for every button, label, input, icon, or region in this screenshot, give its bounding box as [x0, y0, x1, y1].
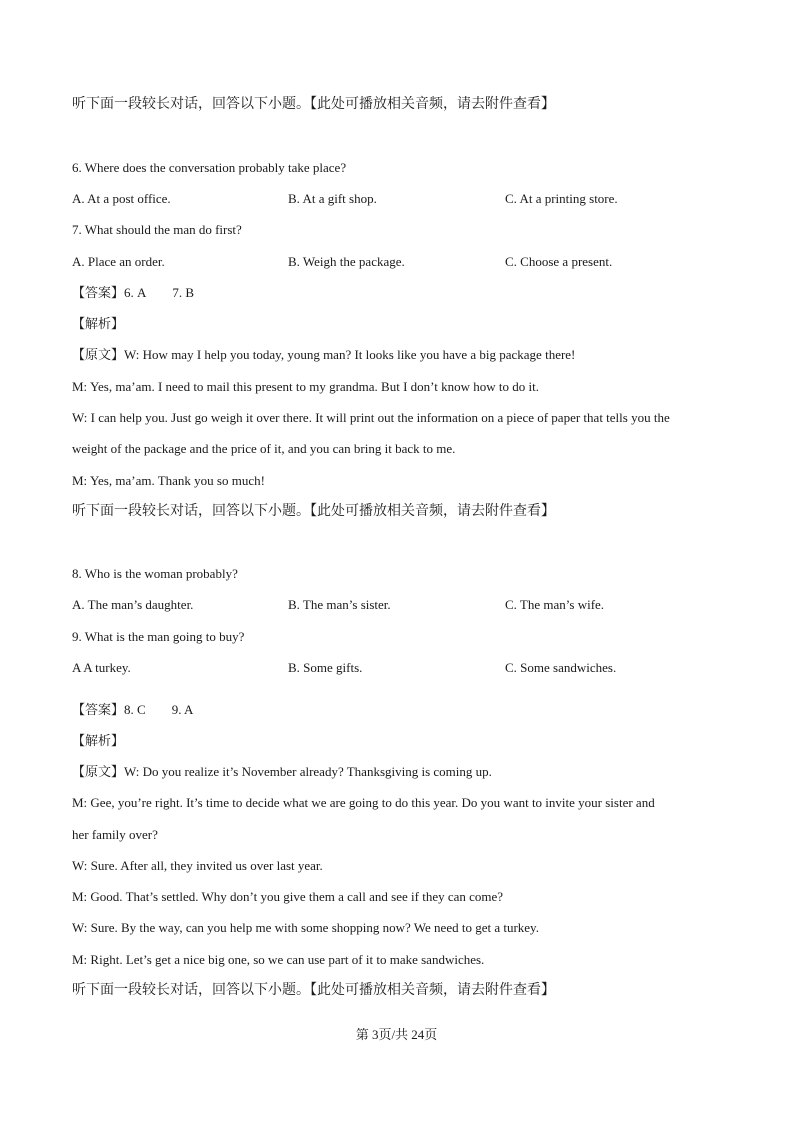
original-tag: 【原文】 — [72, 765, 125, 780]
answer-value: 8. C — [124, 702, 146, 717]
option-a: A. At a post office. — [72, 191, 171, 206]
transcript-line: M: Good. That’s settled. Why don’t you give them a call and see if they can come? — [72, 889, 504, 904]
transcript-line: W: I can help you. Just go weigh it over there. It will print out the information on a piece of paper that tells you the — [72, 410, 670, 425]
transcript-line: M: Yes, ma’am. I need to mail this present to my grandma. But I don’t know how to do it. — [72, 379, 539, 394]
answer-tag: 【答案】 — [72, 286, 125, 301]
question-7: 7. What should the man do first? — [72, 222, 242, 237]
question-9: 9. What is the man going to buy? — [72, 629, 245, 644]
question-8-options — [72, 597, 732, 613]
transcript-line: W: Sure. After all, they invited us over last year. — [72, 858, 323, 873]
option-a: A. The man’s daughter. — [72, 597, 194, 612]
answer-line — [72, 285, 194, 302]
option-b: B. At a gift shop. — [288, 191, 377, 206]
answer-value: 6. A — [124, 285, 147, 300]
listening-instruction: 听下面一段较长对话，回答以下小题。【此处可播放相关音频，请去附件查看】 — [72, 982, 555, 998]
option-c: C. At a printing store. — [505, 191, 618, 206]
original-tag: 【原文】 — [72, 348, 125, 363]
question-9-options — [72, 660, 732, 676]
option-c: C. Choose a present. — [505, 254, 613, 269]
question-7-options — [72, 254, 732, 270]
option-b: B. Weigh the package. — [288, 254, 405, 269]
answer-line — [72, 702, 193, 719]
option-a: A. Place an order. — [72, 254, 165, 269]
page-number: 第 3页/共 24页 — [355, 1027, 438, 1042]
option-b: B. Some gifts. — [288, 660, 363, 675]
transcript-line: weight of the package and the price of it, and you can bring it back to me. — [72, 441, 456, 456]
transcript-line: W: Sure. By the way, can you help me with some shopping now? We need to get a turkey. — [72, 920, 539, 935]
transcript-line: M: Right. Let’s get a nice big one, so we can use part of it to make sandwiches. — [72, 952, 485, 967]
listening-instruction: 听下面一段较长对话，回答以下小题。【此处可播放相关音频，请去附件查看】 — [72, 96, 555, 112]
question-8: 8. Who is the woman probably? — [72, 566, 238, 581]
question-6: 6. Where does the conversation probably take place? — [72, 160, 347, 175]
option-a: A A turkey. — [72, 660, 131, 675]
transcript-line: M: Yes, ma’am. Thank you so much! — [72, 473, 265, 488]
answer-value: 7. B — [172, 285, 195, 300]
option-b: B. The man’s sister. — [288, 597, 391, 612]
answer-tag: 【答案】 — [72, 703, 125, 718]
option-c: C. Some sandwiches. — [505, 660, 617, 675]
analysis-tag: 【解析】 — [72, 317, 125, 332]
question-6-options — [72, 191, 732, 207]
transcript-line: M: Gee, you’re right. It’s time to decide what we are going to do this year. Do you want to invite your sister and — [72, 795, 655, 810]
answer-value: 9. A — [171, 702, 194, 717]
transcript-line: 【原文】W: How may I help you today, young man? It looks like you have a big package there! — [72, 347, 576, 363]
analysis-tag: 【解析】 — [72, 734, 125, 749]
transcript-line: 【原文】W: Do you realize it’s November already? Thanksgiving is coming up. — [72, 764, 492, 780]
transcript-line: her family over? — [72, 827, 158, 842]
listening-instruction: 听下面一段较长对话，回答以下小题。【此处可播放相关音频，请去附件查看】 — [72, 503, 555, 519]
option-c: C. The man’s wife. — [505, 597, 605, 612]
